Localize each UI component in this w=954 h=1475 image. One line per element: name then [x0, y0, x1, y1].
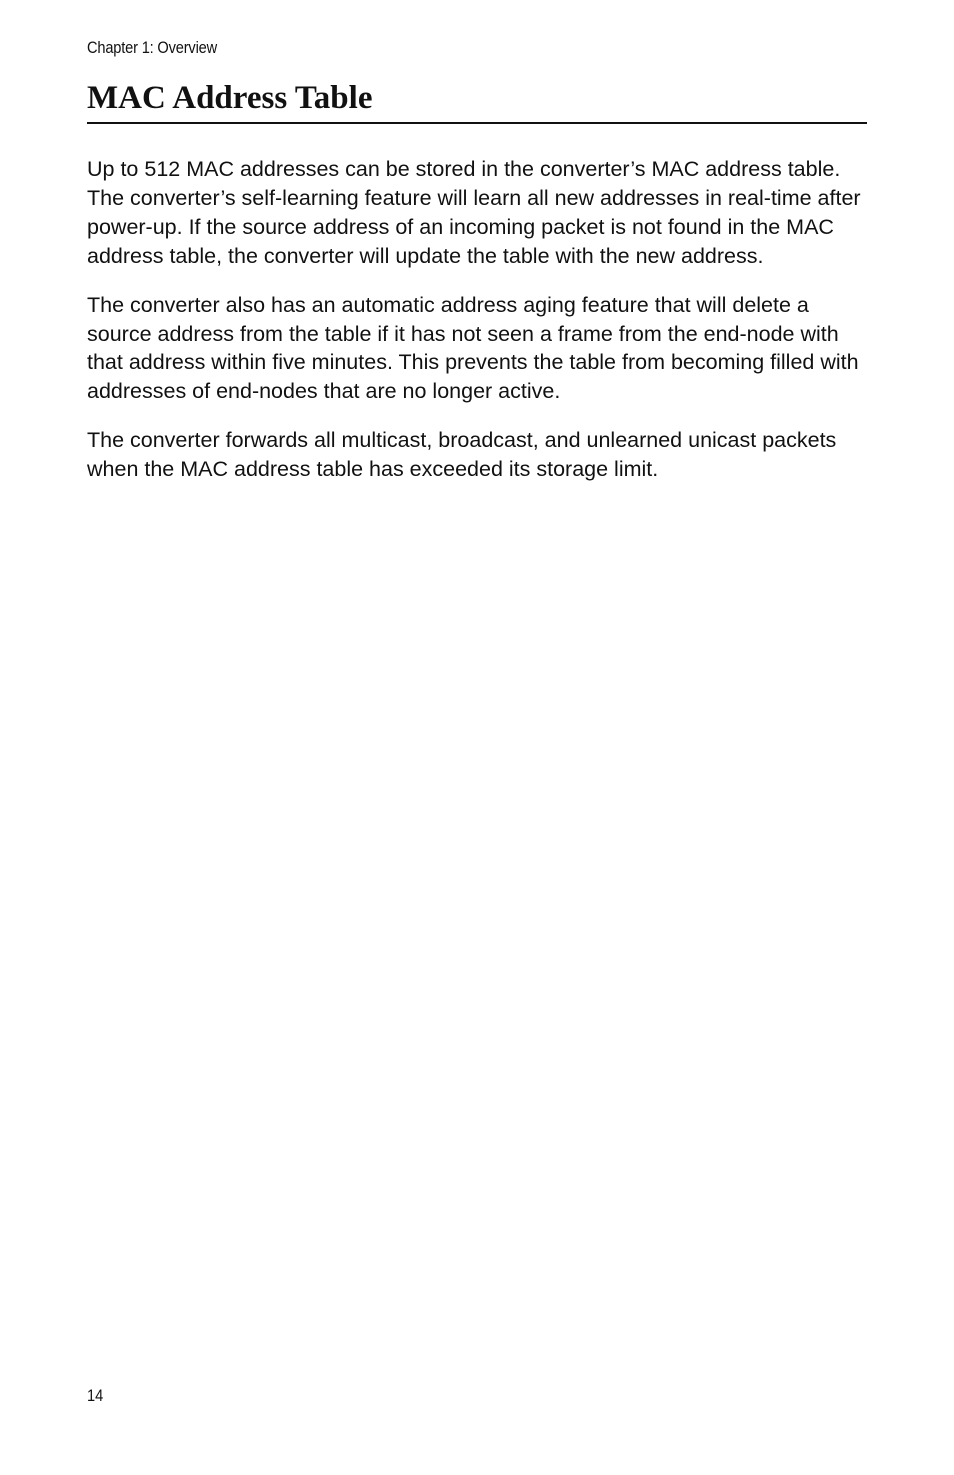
paragraph-address-aging: The converter also has an automatic address aging feature that will delete a source address from the table if it has not seen a frame from the end-node with that address within five minutes. This prevents the table from becoming filled with addresses of end-nodes that are no longer active. [87, 292, 859, 404]
page-number: 14 [87, 1386, 104, 1405]
body-text [87, 155, 877, 504]
paragraph-mac-table-capacity: Up to 512 MAC addresses can be stored in the converter’s MAC address table. The converter’s self-learning feature will learn all new addresses in real-time after power-up. If the source address of an incoming packet is not found in the MAC address table, the converter will update the table with the new address. [87, 157, 861, 268]
running-header: Chapter 1: Overview [87, 38, 217, 57]
paragraph-storage-limit: The converter forwards all multicast, broadcast, and unlearned unicast packets when the MAC address table has exceeded its storage limit. [87, 428, 837, 482]
section-title: MAC Address Table [87, 80, 373, 116]
title-rule [87, 122, 867, 124]
